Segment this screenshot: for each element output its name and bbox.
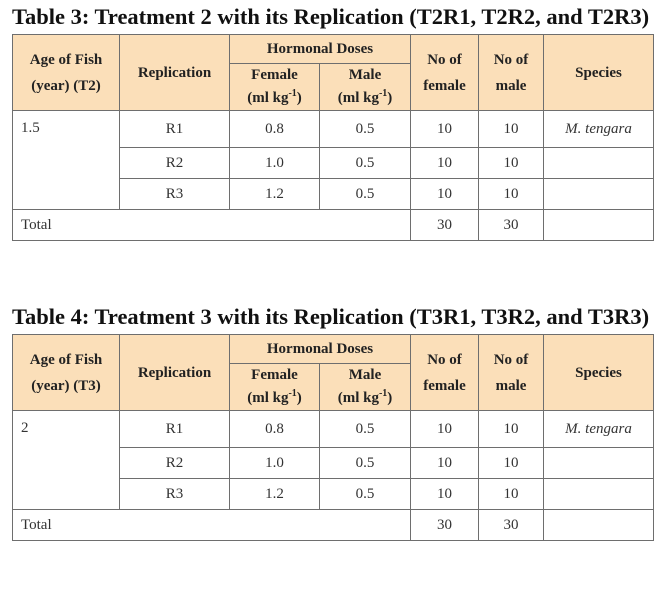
header-male-dose-line1: Male (348, 67, 382, 83)
table-section-3 (12, 2, 652, 241)
data-table (12, 334, 654, 541)
header-female-dose (230, 64, 320, 111)
cell-replication: R3 (120, 179, 230, 210)
header-female-dose-line1: Female (251, 367, 298, 383)
cell-no-male: 10 (479, 179, 544, 210)
cell-no-female: 10 (411, 148, 479, 179)
table-row (13, 111, 654, 148)
cell-total-species (544, 210, 654, 241)
cell-female-dose: 1.2 (230, 479, 320, 510)
header-no-female-line1: No of (427, 51, 462, 68)
cell-male-dose: 0.5 (320, 411, 411, 448)
cell-replication: R1 (120, 111, 230, 148)
header-male-dose-unit-sup: -1 (378, 388, 388, 399)
cell-age: 1.5 (13, 111, 120, 210)
cell-total-label: Total (13, 210, 411, 241)
header-male-dose (320, 64, 411, 111)
cell-species (544, 479, 654, 510)
cell-species (544, 179, 654, 210)
cell-species: M. tengara (544, 411, 654, 448)
cell-age: 2 (13, 411, 120, 510)
header-age (13, 335, 120, 411)
cell-species (544, 148, 654, 179)
cell-male-dose: 0.5 (320, 479, 411, 510)
total-row (13, 510, 654, 541)
header-species: Species (544, 35, 654, 111)
header-female-dose-line1: Female (251, 67, 298, 83)
cell-female-dose: 0.8 (230, 411, 320, 448)
cell-female-dose: 1.0 (230, 448, 320, 479)
header-male-dose-unit: (ml kg (337, 90, 379, 106)
cell-no-female: 10 (411, 448, 479, 479)
cell-no-female: 10 (411, 479, 479, 510)
cell-male-dose: 0.5 (320, 448, 411, 479)
cell-no-female: 10 (411, 111, 479, 148)
cell-male-dose: 0.5 (320, 148, 411, 179)
cell-replication: R3 (120, 479, 230, 510)
cell-male-dose: 0.5 (320, 179, 411, 210)
header-female-dose (230, 364, 320, 411)
cell-total-label: Total (13, 510, 411, 541)
data-table (12, 34, 654, 241)
cell-total-no-female: 30 (411, 210, 479, 241)
header-no-female (411, 35, 479, 111)
header-female-dose-unit-close: ) (296, 390, 302, 406)
header-replication: Replication (120, 335, 230, 411)
cell-female-dose: 1.2 (230, 179, 320, 210)
header-male-dose (320, 364, 411, 411)
cell-total-no-male: 30 (479, 510, 544, 541)
header-male-dose-unit-close: ) (387, 90, 393, 106)
cell-no-female: 10 (411, 179, 479, 210)
cell-replication: R2 (120, 148, 230, 179)
cell-no-female: 10 (411, 411, 479, 448)
header-male-dose-unit-close: ) (387, 390, 393, 406)
table-section-4 (12, 302, 652, 541)
header-no-female-line2: female (423, 377, 466, 394)
header-age-line2: (year) (T3) (31, 377, 101, 394)
header-no-male (479, 335, 544, 411)
cell-no-male: 10 (479, 448, 544, 479)
header-age-line2: (year) (T2) (31, 77, 101, 94)
header-female-dose-unit-sup: -1 (288, 388, 297, 399)
cell-no-male: 10 (479, 479, 544, 510)
header-age-line1: Age of Fish (29, 51, 103, 68)
table-title: Table 3: Treatment 2 with its Replication (T2R1, T2R2, and T2R3) (12, 4, 650, 29)
header-no-female-line2: female (423, 77, 466, 94)
header-male-dose-unit: (ml kg (337, 390, 379, 406)
header-male-dose-line1: Male (348, 367, 382, 383)
table-title: Table 4: Treatment 3 with its Replication (T3R1, T3R2, and T3R3) (12, 304, 650, 329)
cell-total-no-male: 30 (479, 210, 544, 241)
cell-male-dose: 0.5 (320, 111, 411, 148)
header-replication: Replication (120, 35, 230, 111)
header-hormonal-doses: Hormonal Doses (230, 335, 411, 364)
cell-female-dose: 1.0 (230, 148, 320, 179)
header-no-male-line2: male (495, 377, 527, 394)
cell-female-dose: 0.8 (230, 111, 320, 148)
header-female-dose-unit: (ml kg (247, 90, 289, 106)
header-no-male-line1: No of (493, 351, 529, 368)
header-male-dose-unit-sup: -1 (378, 88, 388, 99)
cell-total-no-female: 30 (411, 510, 479, 541)
cell-no-male: 10 (479, 411, 544, 448)
total-row (13, 210, 654, 241)
header-age-line1: Age of Fish (29, 351, 103, 368)
header-no-male (479, 35, 544, 111)
header-age (13, 35, 120, 111)
cell-total-species (544, 510, 654, 541)
cell-species (544, 448, 654, 479)
header-female-dose-unit-sup: -1 (288, 88, 297, 99)
header-no-male-line1: No of (493, 51, 529, 68)
header-female-dose-unit-close: ) (296, 90, 302, 106)
cell-no-male: 10 (479, 148, 544, 179)
cell-replication: R2 (120, 448, 230, 479)
header-no-male-line2: male (495, 77, 527, 94)
header-species: Species (544, 335, 654, 411)
table-row (13, 411, 654, 448)
header-no-female-line1: No of (427, 351, 462, 368)
header-no-female (411, 335, 479, 411)
cell-species: M. tengara (544, 111, 654, 148)
cell-replication: R1 (120, 411, 230, 448)
cell-no-male: 10 (479, 111, 544, 148)
header-hormonal-doses: Hormonal Doses (230, 35, 411, 64)
header-female-dose-unit: (ml kg (247, 390, 289, 406)
